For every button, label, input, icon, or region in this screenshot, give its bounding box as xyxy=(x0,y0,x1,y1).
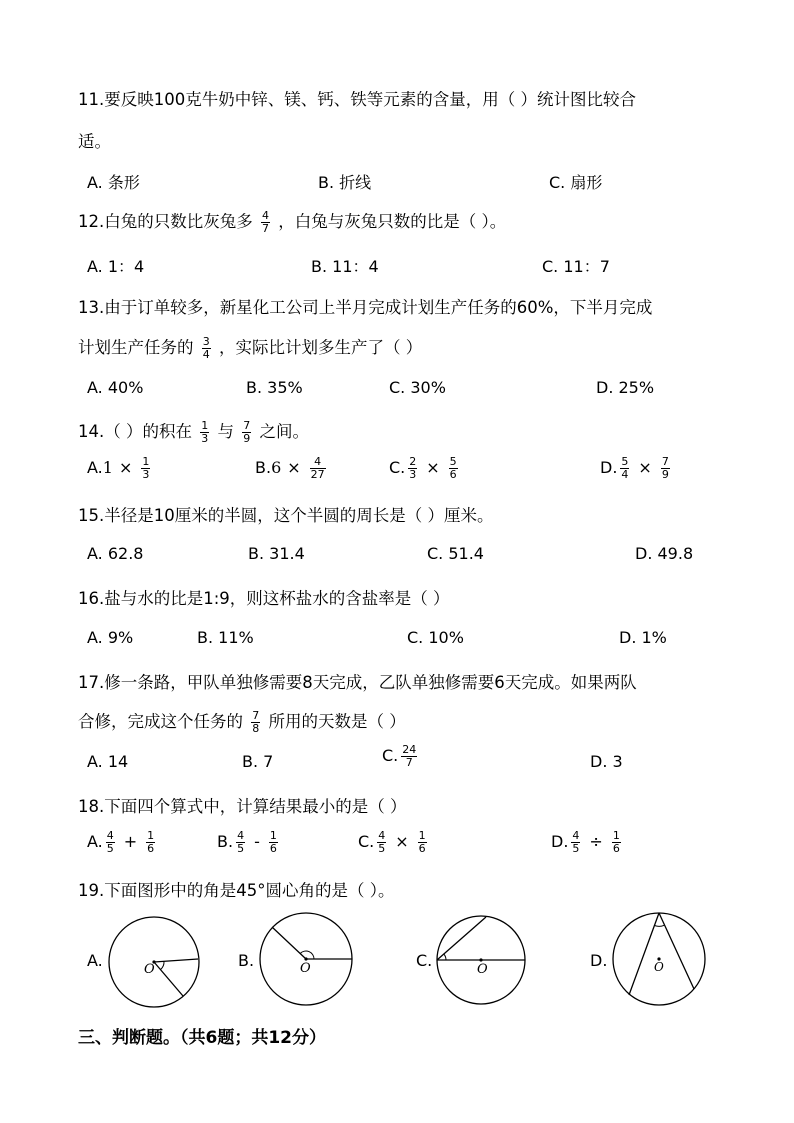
q13-option-c: C. 30% xyxy=(389,378,446,397)
q14-option-c: C. $\frac{2}{3}$ × $\frac{5}{6}$ xyxy=(389,455,457,481)
q16-stem: 16.盐与水的比是1:9，则这杯盐水的含盐率是（ ） xyxy=(78,589,450,608)
q19-option-a-label: A. xyxy=(87,951,103,970)
circle-b-center-label: O xyxy=(300,961,311,976)
q12-fraction: $\frac{4}{7}$ xyxy=(262,209,269,235)
q12-stem xyxy=(78,208,506,235)
circle-c-chord xyxy=(437,917,486,960)
q17-fraction: $\frac{7}{8}$ xyxy=(252,709,260,735)
q13-option-b: B. 35% xyxy=(246,378,303,397)
circle-d-chord-1 xyxy=(629,913,659,995)
q17-pre: 合修，完成这个任务的 xyxy=(78,712,243,731)
q13-fraction: $\frac{3}{4}$ xyxy=(202,335,210,361)
q18-option-d: D. $\frac{4}{5}$ ÷ $\frac{1}{6}$ xyxy=(551,829,620,855)
q18-option-a: A. $\frac{4}{5}$ + $\frac{1}{6}$ xyxy=(87,829,155,855)
q19-circle-c xyxy=(433,911,533,1011)
circle-d-angle-mark xyxy=(655,925,665,926)
circle-b-radius-2 xyxy=(272,927,306,959)
q15-option-b: B. 31.4 xyxy=(248,544,305,563)
q17-option-b: B. 7 xyxy=(242,752,274,771)
q12-option-a: A. 1：4 xyxy=(87,257,145,276)
q12-option-c: C. 11：7 xyxy=(542,257,610,276)
q13-line1: 13.由于订单较多，新星化工公司上半月完成计划生产任务的60%，下半月完成 xyxy=(78,298,653,317)
q13-option-d: D. 25% xyxy=(596,378,655,397)
q19-option-d-label: D. xyxy=(590,951,608,970)
q14-pre: 14.（ ）的积在 xyxy=(78,422,192,441)
q18-option-b: B. $\frac{4}{5}$ - $\frac{1}{6}$ xyxy=(217,829,277,855)
q16-option-d: D. 1% xyxy=(619,628,667,647)
q19-option-c-label: C. xyxy=(416,951,433,970)
q15-option-c: C. 51.4 xyxy=(427,544,484,563)
circle-a-center-label: O xyxy=(144,962,155,977)
q19-circle-b xyxy=(258,911,358,1011)
q19-option-b-label: B. xyxy=(238,951,255,970)
q17-post: 所用的天数是（ ） xyxy=(268,712,406,731)
q17-line2 xyxy=(78,708,406,735)
q15-option-a: A. 62.8 xyxy=(87,544,144,563)
section-heading-judgment: 三、判断题。（共6题；共12分） xyxy=(78,1028,326,1048)
q19-stem: 19.下面图形中的角是45°圆心角的是（ ）。 xyxy=(78,881,395,900)
circle-c-center-label: O xyxy=(477,962,488,977)
q11-option-c: C. 扇形 xyxy=(549,173,603,192)
q14-option-b: B.6 × $\frac{4}{27}$ xyxy=(255,455,325,481)
q14-mid: 与 xyxy=(217,422,234,441)
q14-fraction-2: $\frac{7}{9}$ xyxy=(243,419,251,445)
q16-option-b: B. 11% xyxy=(197,628,254,647)
q18-option-c: C. $\frac{4}{5}$ × $\frac{1}{6}$ xyxy=(358,829,426,855)
q11-line1: 11.要反映100克牛奶中锌、镁、钙、铁等元素的含量，用（ ）统计图比较合 xyxy=(78,90,636,109)
q14-stem xyxy=(78,418,309,445)
q15-option-d: D. 49.8 xyxy=(635,544,694,563)
q11-line2: 适。 xyxy=(78,132,111,151)
q14-fraction-1: $\frac{1}{3}$ xyxy=(201,419,209,445)
q13-line2 xyxy=(78,334,422,361)
q13-post: ，实际比计划多生产了（ ） xyxy=(219,338,423,357)
circle-c-angle-mark xyxy=(444,954,446,960)
q15-stem: 15.半径是10厘米的半圆，这个半圆的周长是（ ）厘米。 xyxy=(78,506,494,525)
q19-circle-d xyxy=(612,909,708,1009)
q17-option-d: D. 3 xyxy=(590,752,623,771)
q19-circle-a xyxy=(104,915,204,1010)
q11-option-b: B. 折线 xyxy=(318,173,372,192)
q12-option-b: B. 11：4 xyxy=(311,257,379,276)
q13-option-a: A. 40% xyxy=(87,378,144,397)
q13-pre: 计划生产任务的 xyxy=(78,338,194,357)
q14-option-a: A.1 × $\frac{1}{3}$ xyxy=(87,455,150,481)
circle-a-angle-mark xyxy=(161,961,165,969)
q16-option-a: A. 9% xyxy=(87,628,134,647)
q12-pre: 12.白兔的只数比灰兔多 xyxy=(78,212,253,231)
q18-stem: 18.下面四个算式中，计算结果最小的是（ ） xyxy=(78,797,407,816)
q16-option-c: C. 10% xyxy=(407,628,464,647)
circle-a-radius-1 xyxy=(154,959,198,962)
q11-option-a: A. 条形 xyxy=(87,173,140,192)
q17-option-a: A. 14 xyxy=(87,752,129,771)
circle-d-center-label: O xyxy=(654,960,664,974)
q14-post: 之间。 xyxy=(259,422,309,441)
q17-line1: 17.修一条路，甲队单独修需要8天完成，乙队单独修需要6天完成。如果两队 xyxy=(78,673,637,692)
q14-option-d: D. $\frac{5}{4}$ × $\frac{7}{9}$ xyxy=(600,455,669,481)
circle-a-radius-2 xyxy=(154,962,183,996)
q12-post: ，白兔与灰兔只数的比是（ ）。 xyxy=(278,212,507,231)
q17-option-c: C. $\frac{24}{7}$ xyxy=(382,743,417,769)
